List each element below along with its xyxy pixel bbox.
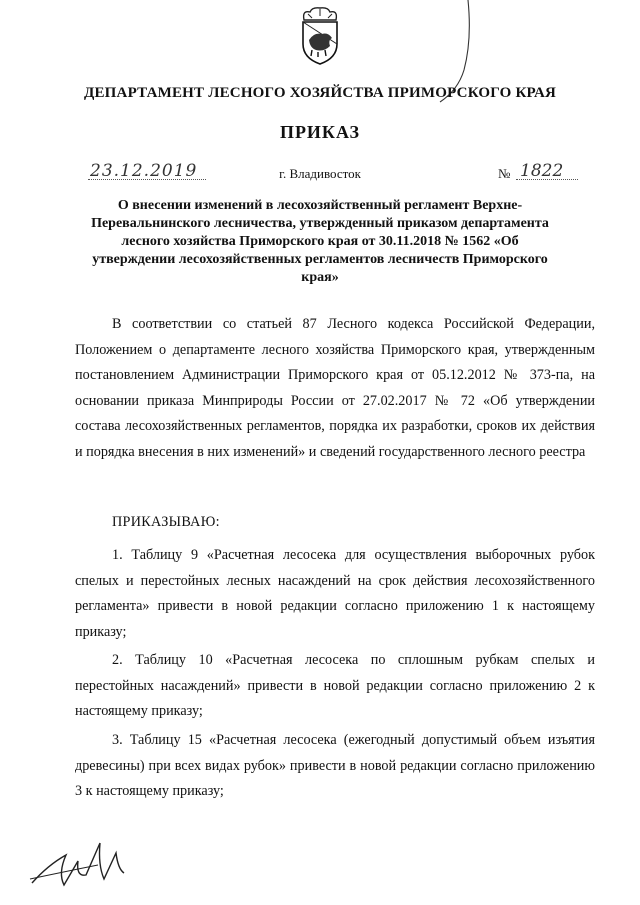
order-item-3: 3. Таблицу 15 «Расчетная лесосека (ежегодный допустимый объем изъятия древесины) при всех видах рубок» привести в новой редакции согласно приложению 3 к настоящему приказу; [75,732,595,799]
order-item-1: 1. Таблицу 9 «Расчетная лесосека для осуществления выборочных рубок спелых и перестойных лесных насаждений на срок действия лесохозяйственного регламента» привести в новой редакции согласно приложению 1 к настоящему приказу; [75,547,595,640]
order-word: ПРИКАЗЫВАЮ: [112,514,220,530]
document-subject: О внесении изменений в лесохозяйственный регламент Верхне-Перевальнинского лесничества, утвержденный приказом департамента лесного хозяйства Приморского края от 30.11.2018 № 1562 «Об утверждении лесохозяйственных регламентов лесничеств Приморского края» [91,198,549,285]
number-underline [516,179,578,180]
document-meta-row [0,163,640,185]
handwritten-date: 23.12.2019 [90,161,198,181]
signature-icon [28,835,128,895]
coat-of-arms-icon [298,6,342,66]
department-name: ДЕПАРТАМЕНТ ЛЕСНОГО ХОЗЯЙСТВА ПРИМОРСКОГО КРАЯ [83,85,557,101]
handwritten-number: 1822 [520,161,564,181]
document-type: ПРИКАЗ [279,122,361,142]
city-label: г. Владивосток [279,166,361,181]
order-item-2: 2. Таблицу 10 «Расчетная лесосека по сплошным рубкам спелых и перестойных насаждений» привести в новой редакции согласно приложению 2 к настоящему приказу; [75,652,595,719]
number-sign: № [498,166,511,181]
preamble-paragraph: В соответствии со статьей 87 Лесного кодекса Российской Федерации, Положением о департаменте лесного хозяйства Приморского края, утвержденным постановлением Администрации Приморского края от 05.12.2012 № 373-па, на основании приказа Минприроды России от 27.02.2017 № 72 «Об утверждении состава лесохозяйственных регламентов, порядка их разработки, сроков их действия и порядка внесения в них изменений» и сведений государственного лесного реестра [75,316,595,460]
